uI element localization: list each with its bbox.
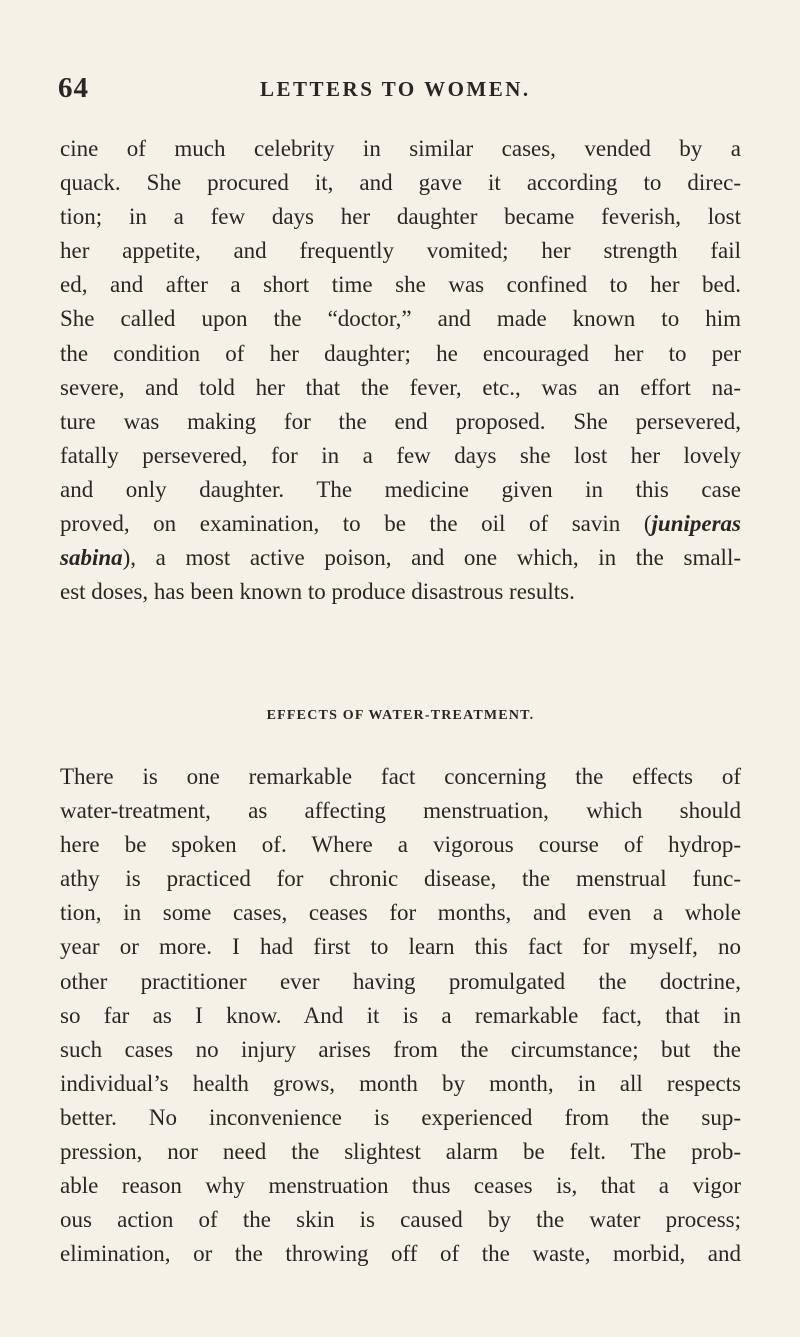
paragraph-2: [60, 760, 741, 1271]
text-line: such cases no injury arises from the circumstance; but the: [60, 1036, 741, 1062]
section-heading: EFFECTS OF WATER-TREATMENT.: [266, 708, 535, 723]
text-segment: proved, on examination, to be the oil of savin (: [60, 511, 652, 537]
text-line: here be spoken of. Where a vigorous course of hydrop-: [60, 832, 741, 858]
page-number: 64: [58, 72, 89, 104]
text-line: cine of much celebrity in similar cases, vended by a: [60, 136, 741, 161]
italic-term: juniperas: [651, 511, 741, 537]
running-title: LETTERS TO WOMEN.: [260, 77, 531, 101]
running-head: [58, 72, 740, 112]
text-line: able reason why menstruation thus ceases is, that a vigor: [60, 1173, 741, 1199]
text-line: other practitioner ever having promulgated the doctrine,: [60, 968, 741, 994]
text-line: so far as I know. And it is a remarkable fact, that in: [60, 1002, 741, 1028]
text-line: tion, in some cases, ceases for months, and even a whole: [60, 900, 741, 926]
text-line: ed, and after a short time she was confined to her bed.: [60, 272, 741, 298]
text-line: She called upon the “doctor,” and made known to him: [60, 306, 741, 332]
paragraph-1: [60, 132, 741, 609]
text-line: est doses, has been known to produce disastrous results.: [60, 579, 575, 605]
text-line: ture was making for the end proposed. She persevered,: [60, 408, 741, 434]
text-line: tion; in a few days her daughter became feverish, lost: [60, 204, 741, 230]
text-line: individual’s health grows, month by month, in all respects: [60, 1070, 741, 1096]
text-line: her appetite, and frequently vomited; her strength fail: [60, 238, 741, 264]
text-line: fatally persevered, for in a few days she lost her lovely: [60, 442, 741, 468]
text-line: pression, nor need the slightest alarm be felt. The prob-: [60, 1139, 741, 1165]
text-segment: ), a most active poison, and one which, in the small-: [122, 545, 741, 571]
text-line: and only daughter. The medicine given in this case: [60, 476, 741, 502]
text-line: the condition of her daughter; he encouraged her to per: [60, 340, 741, 366]
text-line: year or more. I had first to learn this fact for myself, no: [60, 934, 741, 960]
text-line: quack. She procured it, and gave it according to direc-: [60, 170, 741, 196]
text-line: ous action of the skin is caused by the water process;: [60, 1207, 741, 1233]
text-line: athy is practiced for chronic disease, the menstrual func-: [60, 866, 741, 892]
text-line: There is one remarkable fact concerning the effects of: [60, 764, 741, 789]
italic-term: sabina: [60, 545, 123, 571]
text-line: [60, 541, 741, 575]
text-line-with-italic: [60, 507, 741, 541]
text-line: elimination, or the throwing off of the waste, morbid, and: [60, 1241, 741, 1267]
text-line: severe, and told her that the fever, etc., was an effort na-: [60, 374, 741, 400]
text-line: water-treatment, as affecting menstruation, which should: [60, 798, 741, 824]
text-line: better. No inconvenience is experienced from the sup-: [60, 1104, 741, 1130]
